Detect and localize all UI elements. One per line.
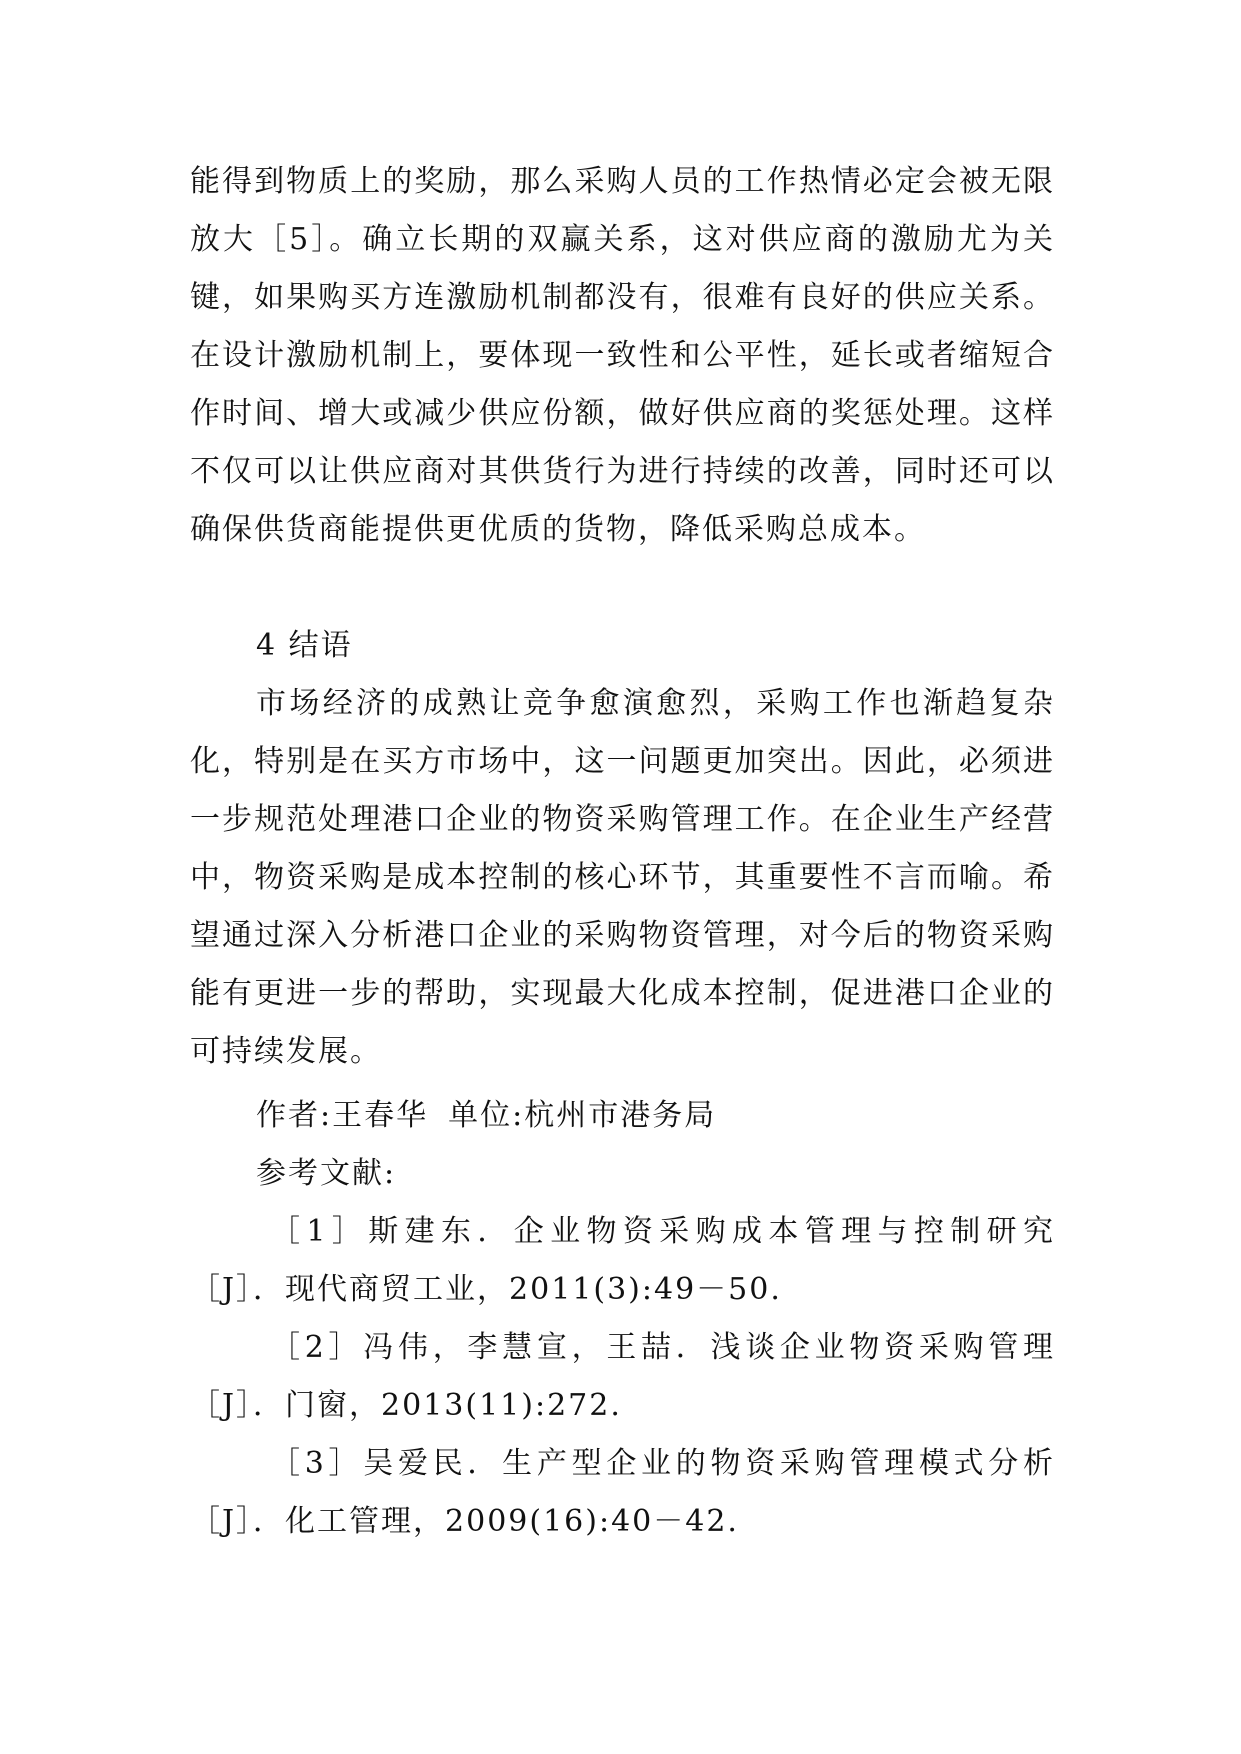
author-unit: 单位:杭州市港务局: [448, 1098, 717, 1133]
author-name: 作者:王春华: [256, 1098, 429, 1133]
section-heading: 4 结语: [256, 628, 353, 663]
references-title: 参考文献:: [256, 1156, 397, 1191]
author-line: [190, 1087, 1055, 1145]
reference-item: ［2］冯伟，李慧宣，王喆．浅谈企业物资采购管理［J］．门窗，2013(11):272.: [190, 1330, 1055, 1423]
body-paragraph: 能得到物质上的奖励，那么采购人员的工作热情必定会被无限放大［5］。确立长期的双赢关系，这对供应商的激励尤为关键，如果购买方连激励机制都没有，很难有良好的供应关系。在设计激励机制上，要体现一致性和公平性，延长或者缩短合作时间、增大或减少供应份额，做好供应商的奖惩处理。这样不仅可以让供应商对其供货行为进行持续的改善，同时还可以确保供货商能提供更优质的货物，降低采购总成本。: [190, 164, 1055, 547]
conclusion-paragraph: 市场经济的成熟让竞争愈演愈烈，采购工作也渐趋复杂化，特别是在买方市场中，这一问题更加突出。因此，必须进一步规范处理港口企业的物资采购管理工作。在企业生产经营中，物资采购是成本控制的核心环节，其重要性不言而喻。希望通过深入分析港口企业的采购物资管理，对今后的物资采购能有更进一步的帮助，实现最大化成本控制，促进港口企业的可持续发展。: [190, 686, 1055, 1069]
reference-item: ［1］斯建东．企业物资采购成本管理与控制研究［J］．现代商贸工业，2011(3):49－50.: [190, 1214, 1055, 1307]
reference-item: ［3］吴爱民．生产型企业的物资采购管理模式分析［J］．化工管理，2009(16):40－42.: [190, 1446, 1055, 1539]
